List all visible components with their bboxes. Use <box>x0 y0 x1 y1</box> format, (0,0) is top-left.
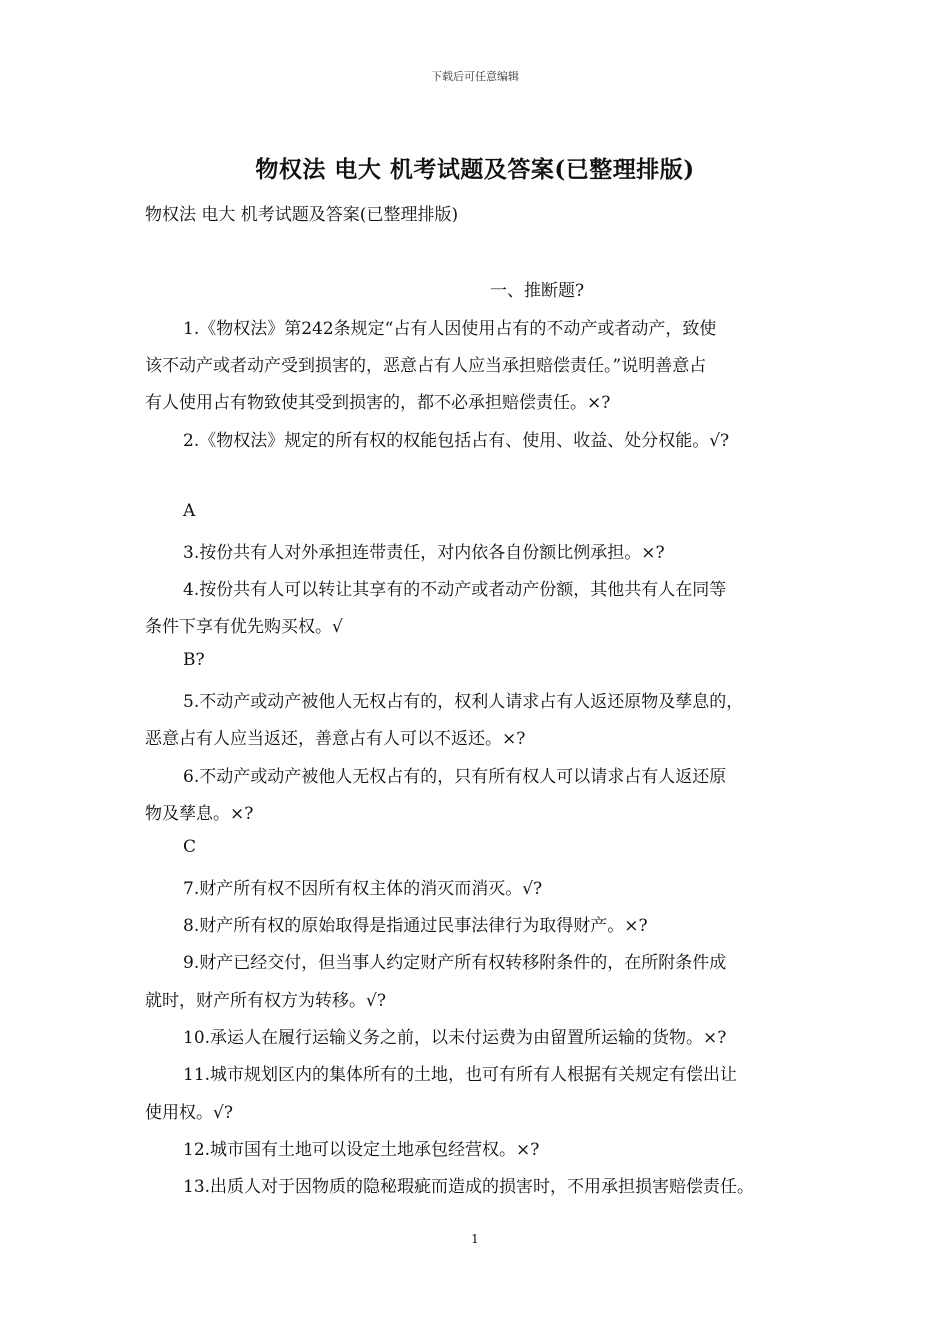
question-line: 12.城市国有土地可以设定土地承包经营权。×? <box>183 1140 540 1160</box>
question-line: 2.《物权法》规定的所有权的权能包括占有、使用、收益、处分权能。√? <box>183 431 730 451</box>
question-line: 5.不动产或动产被他人无权占有的，权利人请求占有人返还原物及孳息的， <box>183 692 744 712</box>
page-number: 1 <box>471 1232 479 1246</box>
question-line: 物及孳息。×? <box>145 804 254 824</box>
question-line: 10.承运人在履行运输义务之前，以未付运费为由留置所运输的货物。×? <box>183 1028 727 1048</box>
question-line: 条件下享有优先购买权。√ <box>145 617 343 637</box>
document-title: 物权法 电大 机考试题及答案(已整理排版) <box>255 156 695 183</box>
letter-group-heading: C <box>183 837 197 857</box>
question-line: 13.出质人对于因物质的隐秘瑕疵而造成的损害时，不用承担损害赔偿责任。 <box>183 1177 755 1197</box>
question-line: 8.财产所有权的原始取得是指通过民事法律行为取得财产。×? <box>183 916 648 936</box>
question-line: 9.财产已经交付，但当事人约定财产所有权转移附条件的，在所附条件成 <box>183 953 727 973</box>
letter-group-heading: B? <box>183 650 205 670</box>
question-line: 恶意占有人应当返还，善意占有人可以不返还。×? <box>145 729 526 749</box>
question-line: 该不动产或者动产受到损害的，恶意占有人应当承担赔偿责任。”说明善意占 <box>145 356 707 376</box>
page-header: 下载后可任意编辑 <box>431 70 519 83</box>
section-heading: 一、推断题? <box>490 281 585 301</box>
document-subtitle: 物权法 电大 机考试题及答案(已整理排版) <box>145 205 459 225</box>
question-line: 11.城市规划区内的集体所有的土地，也可有所有人根据有关规定有偿出让 <box>183 1065 738 1085</box>
question-line: 使用权。√? <box>145 1103 233 1123</box>
question-line: 1.《物权法》第242条规定“占有人因使用占有的不动产或者动产，致使 <box>183 319 717 339</box>
question-line: 就时，财产所有权方为转移。√? <box>145 991 386 1011</box>
question-line: 7.财产所有权不因所有权主体的消灭而消灭。√? <box>183 879 543 899</box>
letter-group-heading: A <box>183 501 196 521</box>
question-line: 3.按份共有人对外承担连带责任，对内依各自份额比例承担。×? <box>183 543 665 563</box>
question-line: 有人使用占有物致使其受到损害的，都不必承担赔偿责任。×? <box>145 393 611 413</box>
question-line: 4.按份共有人可以转让其享有的不动产或者动产份额，其他共有人在同等 <box>183 580 727 600</box>
question-line: 6.不动产或动产被他人无权占有的，只有所有权人可以请求占有人返还原 <box>183 767 727 787</box>
